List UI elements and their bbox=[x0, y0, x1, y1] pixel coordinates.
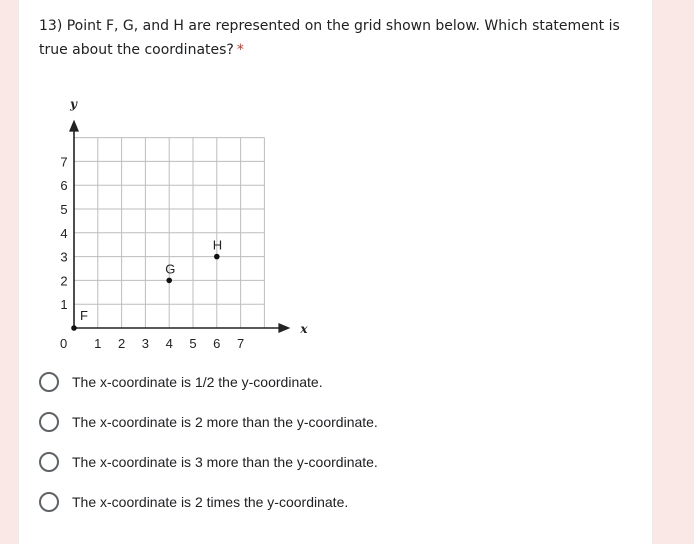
question-text bbox=[39, 14, 629, 62]
point-h bbox=[214, 254, 220, 260]
origin-label: 0 bbox=[60, 336, 68, 351]
y-tick-label: 4 bbox=[60, 225, 68, 241]
y-tick-label: 6 bbox=[60, 178, 68, 194]
point-label-f: F bbox=[80, 308, 88, 323]
coordinate-grid-figure bbox=[39, 88, 339, 358]
point-f bbox=[71, 325, 77, 331]
option-2[interactable] bbox=[39, 402, 619, 442]
y-tick-label: 7 bbox=[60, 154, 68, 170]
radio-button-icon[interactable] bbox=[39, 492, 59, 512]
answer-options bbox=[39, 362, 619, 522]
question-label: 13) Point F, G, and H are represented on the grid shown below. Which statement is true about the coordinates? bbox=[39, 18, 620, 58]
option-label: The x-coordinate is 2 times the y-coordinate. bbox=[72, 494, 349, 510]
option-4[interactable] bbox=[39, 482, 619, 522]
point-label-h: H bbox=[212, 237, 223, 253]
y-tick-label: 2 bbox=[60, 273, 68, 289]
radio-button-icon[interactable] bbox=[39, 412, 59, 432]
option-3[interactable] bbox=[39, 442, 619, 482]
y-tick-label: 1 bbox=[60, 297, 68, 313]
x-tick-label: 7 bbox=[236, 336, 245, 351]
radio-button-icon[interactable] bbox=[39, 372, 59, 392]
option-1[interactable] bbox=[39, 362, 619, 402]
point-label-g: G bbox=[165, 261, 176, 277]
x-tick-label: 6 bbox=[213, 336, 221, 351]
question-card bbox=[18, 0, 653, 544]
y-tick-label: 5 bbox=[60, 202, 68, 217]
x-tick-label: 4 bbox=[165, 336, 173, 351]
required-marker: * bbox=[236, 42, 244, 58]
x-tick-label: 2 bbox=[117, 336, 126, 351]
x-tick-label: 5 bbox=[189, 336, 197, 351]
option-label: The x-coordinate is 3 more than the y-coordinate. bbox=[72, 454, 378, 470]
y-axis-arrow-icon bbox=[69, 120, 79, 132]
x-axis-arrow-icon bbox=[278, 323, 290, 333]
y-axis-label: y bbox=[70, 97, 77, 111]
y-tick-label: 3 bbox=[60, 249, 68, 265]
x-tick-label: 3 bbox=[141, 336, 150, 351]
x-tick-label: 1 bbox=[94, 336, 102, 351]
point-g bbox=[166, 278, 172, 284]
coordinate-grid bbox=[39, 88, 339, 358]
option-label: The x-coordinate is 2 more than the y-coordinate. bbox=[72, 414, 378, 430]
radio-button-icon[interactable] bbox=[39, 452, 59, 472]
option-label: The x-coordinate is 1/2 the y-coordinate. bbox=[72, 374, 323, 390]
x-axis-label: x bbox=[300, 322, 308, 336]
